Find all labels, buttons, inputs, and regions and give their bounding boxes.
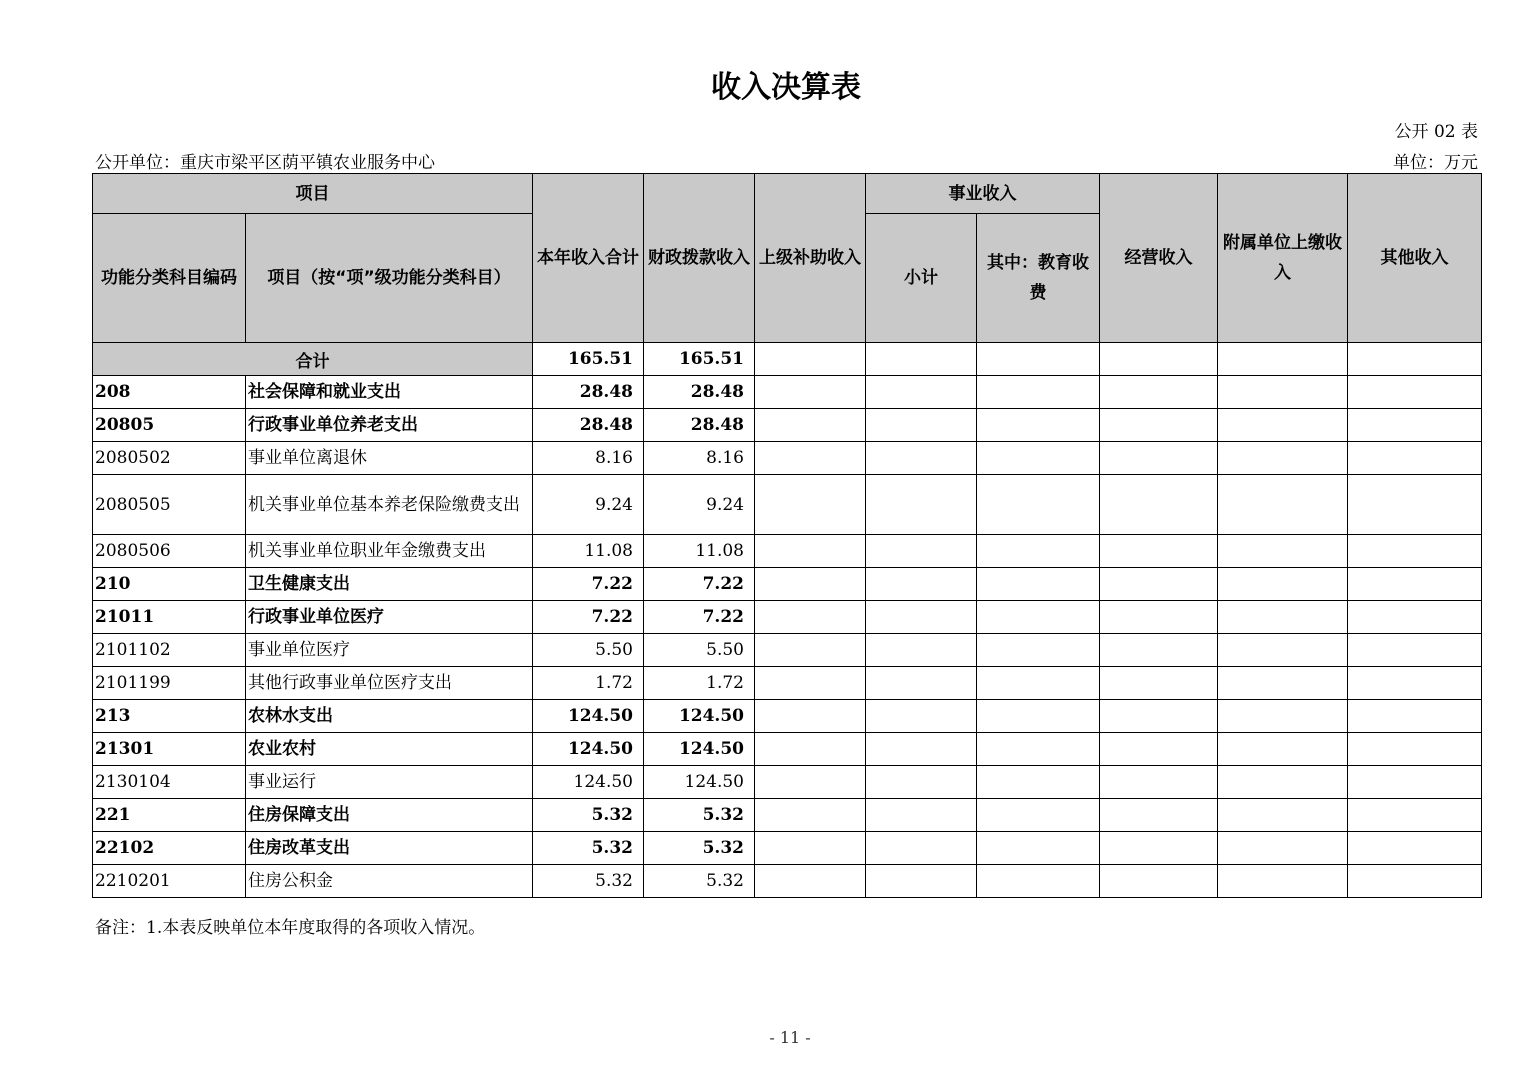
page-number: - 11 -: [769, 1028, 811, 1047]
row-fiscal: 28.48: [644, 409, 755, 442]
header-fiscal: 财政拨款收入: [644, 174, 755, 343]
row-code: 20805: [93, 409, 246, 442]
table-row: [93, 733, 1482, 766]
header-operating: 经营收入: [1100, 174, 1218, 343]
row-fiscal: 9.24: [644, 475, 755, 535]
header-education: 其中：教育收费: [977, 214, 1100, 343]
row-fiscal: 5.32: [644, 865, 755, 898]
row-fiscal: 8.16: [644, 442, 755, 475]
row-total: 7.22: [533, 601, 644, 634]
row-total: 9.24: [533, 475, 644, 535]
row-code: 2210201: [93, 865, 246, 898]
header-affiliated: 附属单位上缴收入: [1218, 174, 1348, 343]
row-code: 213: [93, 700, 246, 733]
row-name: 住房改革支出: [246, 832, 533, 865]
row-code: 22102: [93, 832, 246, 865]
header-project: 项目: [93, 174, 533, 214]
table-row: [93, 700, 1482, 733]
header-other: 其他收入: [1348, 174, 1482, 343]
row-total: 11.08: [533, 535, 644, 568]
total-label: 合计: [93, 343, 533, 376]
row-fiscal: 124.50: [644, 766, 755, 799]
row-code: 21301: [93, 733, 246, 766]
row-total: 124.50: [533, 733, 644, 766]
row-total: 5.50: [533, 634, 644, 667]
page-title: 收入决算表: [711, 70, 861, 105]
table-row: [93, 799, 1482, 832]
header-subtotal: 小计: [866, 214, 977, 343]
row-code: 2101102: [93, 634, 246, 667]
row-total: 5.32: [533, 832, 644, 865]
footnote: 备注：1.本表反映单位本年度取得的各项收入情况。: [95, 918, 486, 938]
row-code: 21011: [93, 601, 246, 634]
total-value: 165.51: [533, 343, 644, 376]
table-row: [93, 535, 1482, 568]
row-name: 其他行政事业单位医疗支出: [246, 667, 533, 700]
row-total: 5.32: [533, 865, 644, 898]
row-total: 7.22: [533, 568, 644, 601]
row-code: 2080505: [93, 475, 246, 535]
table-row: [93, 667, 1482, 700]
header-code: 功能分类科目编码: [93, 214, 246, 343]
row-fiscal: 5.32: [644, 799, 755, 832]
row-code: 2080506: [93, 535, 246, 568]
row-fiscal: 28.48: [644, 376, 755, 409]
row-name: 机关事业单位基本养老保险缴费支出: [246, 475, 533, 535]
total-row: [93, 343, 1482, 376]
row-code: 2130104: [93, 766, 246, 799]
row-code: 2101199: [93, 667, 246, 700]
row-fiscal: 11.08: [644, 535, 755, 568]
row-name: 社会保障和就业支出: [246, 376, 533, 409]
header-business-income: 事业收入: [866, 174, 1100, 214]
row-fiscal: 7.22: [644, 601, 755, 634]
reporting-unit: 公开单位：重庆市梁平区荫平镇农业服务中心: [95, 153, 435, 173]
row-name: 住房公积金: [246, 865, 533, 898]
row-name: 卫生健康支出: [246, 568, 533, 601]
row-total: 1.72: [533, 667, 644, 700]
row-fiscal: 124.50: [644, 733, 755, 766]
row-total: 124.50: [533, 766, 644, 799]
row-code: 210: [93, 568, 246, 601]
row-fiscal: 5.50: [644, 634, 755, 667]
header-item: 项目（按“项”级功能分类科目）: [246, 214, 533, 343]
row-total: 5.32: [533, 799, 644, 832]
row-total: 124.50: [533, 700, 644, 733]
table-row: [93, 865, 1482, 898]
row-fiscal: 7.22: [644, 568, 755, 601]
table-row: [93, 442, 1482, 475]
table-row: [93, 766, 1482, 799]
table-row: [93, 634, 1482, 667]
row-name: 农林水支出: [246, 700, 533, 733]
currency-unit: 单位：万元: [1393, 153, 1478, 173]
row-name: 事业运行: [246, 766, 533, 799]
row-code: 221: [93, 799, 246, 832]
row-name: 机关事业单位职业年金缴费支出: [246, 535, 533, 568]
row-name: 住房保障支出: [246, 799, 533, 832]
row-name: 农业农村: [246, 733, 533, 766]
row-name: 行政事业单位医疗: [246, 601, 533, 634]
row-name: 行政事业单位养老支出: [246, 409, 533, 442]
table-row: [93, 376, 1482, 409]
header-total: 本年收入合计: [533, 174, 644, 343]
table-row: [93, 832, 1482, 865]
row-total: 8.16: [533, 442, 644, 475]
row-code: 2080502: [93, 442, 246, 475]
table-number: 公开 02 表: [1394, 122, 1478, 142]
row-name: 事业单位离退休: [246, 442, 533, 475]
row-fiscal: 124.50: [644, 700, 755, 733]
row-name: 事业单位医疗: [246, 634, 533, 667]
header-superior: 上级补助收入: [755, 174, 866, 343]
row-code: 208: [93, 376, 246, 409]
row-total: 28.48: [533, 376, 644, 409]
table-row: [93, 601, 1482, 634]
row-total: 28.48: [533, 409, 644, 442]
row-fiscal: 5.32: [644, 832, 755, 865]
row-fiscal: 1.72: [644, 667, 755, 700]
table-row: [93, 568, 1482, 601]
table-row: [93, 409, 1482, 442]
income-table: [92, 173, 1482, 898]
total-fiscal: 165.51: [644, 343, 755, 376]
table-row: [93, 475, 1482, 535]
